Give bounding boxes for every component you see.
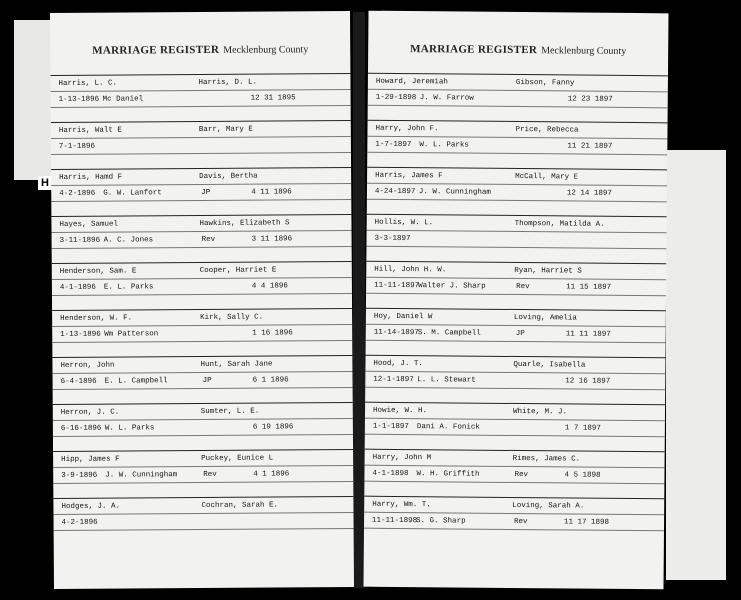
groom-name: Harris, Hamd F	[59, 173, 123, 182]
groom-name: Harris, L. C.	[58, 79, 118, 88]
register-entry	[52, 308, 352, 357]
entry-rule	[365, 387, 665, 391]
minister-title: Rev	[514, 517, 528, 527]
register-entry	[52, 261, 352, 310]
license-date: 4-1-1896	[59, 283, 96, 292]
scan-edge-right	[666, 150, 726, 580]
entry-rule	[365, 418, 665, 422]
left-page	[50, 11, 354, 589]
entry-rule	[52, 277, 352, 280]
groom-name: Harry, John F.	[375, 124, 439, 134]
license-date: 3-9-1896	[61, 471, 98, 480]
groom-name: Harris, Walt E	[58, 126, 122, 135]
wedding-date: 12 14 1897	[566, 189, 612, 198]
left-entries	[50, 73, 353, 545]
entry-rule	[52, 293, 352, 296]
bride-name: Barr, Mary E	[198, 125, 253, 135]
license-date: 1-7-1897	[375, 140, 412, 150]
wedding-date: 12 31 1895	[250, 94, 296, 103]
entry-rule	[52, 246, 352, 249]
entry-rule	[53, 418, 353, 421]
bride-name: Ryan, Harriet S	[514, 266, 582, 276]
wedding-date: 3 11 1896	[251, 235, 293, 244]
register-entry	[368, 73, 668, 123]
wedding-date: 11 11 1897	[565, 330, 611, 339]
entry-rule	[367, 199, 667, 203]
register-entry	[51, 120, 351, 169]
bride-name: Loving, Amelia	[513, 313, 577, 323]
county-name: Mecklenburg County	[541, 45, 627, 57]
license-date: 4-2-1896	[59, 189, 96, 198]
entry-rule	[53, 371, 353, 374]
right-entries	[364, 73, 668, 546]
bride-name: Kirk, Sally C.	[200, 313, 264, 323]
wedding-date: 6 1 1896	[252, 376, 289, 385]
minister-name: E. L. Campbell	[104, 377, 168, 386]
groom-name: Howard, Jeremiah	[375, 77, 448, 87]
entry-rule	[51, 89, 351, 92]
groom-name: Hodges, J. A.	[61, 502, 120, 511]
license-date: 12-1-1897	[373, 375, 414, 385]
wedding-date: 4 5 1898	[564, 471, 601, 480]
groom-name: Harry, Wm. T.	[372, 500, 431, 510]
minister-name: W. L. Parks	[419, 141, 469, 150]
entry-rule	[52, 340, 352, 343]
bride-name: Sumter, L. E.	[200, 407, 260, 417]
minister-title: Rev	[514, 470, 529, 480]
bride-name: White, M. J.	[512, 407, 568, 417]
license-date: 6-16-1896	[60, 424, 102, 433]
entry-rule	[51, 152, 351, 155]
entry-rule	[51, 183, 351, 186]
entry-rule	[366, 340, 666, 344]
register-entry	[53, 449, 353, 498]
groom-name: Herron, John	[60, 361, 115, 370]
minister-name: Walter J. Sharp	[418, 282, 486, 291]
register-entry	[51, 167, 351, 216]
bride-name: McCall, Mary E	[515, 172, 579, 182]
groom-name: Howie, W. H.	[372, 406, 428, 416]
register-entry	[366, 214, 666, 264]
groom-name: Henderson, W. F.	[60, 314, 133, 323]
entry-rule	[53, 434, 353, 437]
minister-name: A. C. Jones	[103, 236, 154, 245]
minister-name: J. W. Cunningham	[105, 471, 178, 480]
license-date: 4-24-1897	[374, 187, 416, 197]
minister-title: Rev	[516, 283, 530, 292]
register-title: MARRIAGE REGISTER	[92, 43, 220, 57]
minister-name: S. G. Sharp	[416, 517, 466, 526]
entry-rule	[51, 105, 351, 108]
groom-name: Hipp, James F	[61, 455, 120, 464]
minister-name: W. H. Griffith	[416, 470, 480, 479]
groom-name: Hollis, W. L.	[374, 218, 434, 228]
minister-title: Rev	[203, 470, 217, 479]
groom-name: Harris, James F	[375, 171, 443, 181]
bride-name: Harris, D. L.	[198, 78, 258, 88]
minister-title: JP	[201, 188, 211, 198]
register-entry	[367, 167, 667, 217]
register-entry	[366, 261, 666, 311]
entry-rule	[367, 183, 667, 187]
entry-rule	[54, 528, 354, 531]
entry-rule	[364, 481, 664, 485]
register-entry	[50, 73, 350, 122]
minister-name: E. L. Parks	[103, 283, 154, 292]
entry-rule	[366, 324, 666, 328]
entry-rule	[364, 512, 664, 516]
entry-rule	[367, 230, 667, 234]
bride-name: Rimes, James C.	[512, 454, 581, 464]
register-entry	[53, 402, 353, 451]
minister-title: Rev	[201, 235, 216, 245]
bride-name: Thompson, Matilda A.	[514, 219, 605, 229]
entry-rule	[51, 199, 351, 202]
bride-name: Cooper, Harriet E	[199, 266, 277, 276]
wedding-date: 1 16 1896	[252, 329, 293, 338]
wedding-date: 11 21 1897	[567, 142, 613, 151]
license-date: 7-1-1896	[58, 142, 95, 151]
wedding-date: 1 7 1897	[564, 424, 601, 433]
register-title: MARRIAGE REGISTER	[410, 43, 538, 57]
entry-rule	[365, 465, 665, 469]
wedding-date: 11 17 1898	[564, 518, 610, 527]
entry-rule	[52, 324, 352, 327]
license-date: 3-11-1896	[59, 236, 101, 245]
license-date: 6-4-1896	[60, 377, 97, 386]
entry-rule	[365, 371, 665, 375]
bride-name: Loving, Sarah A.	[512, 501, 585, 511]
register-entry	[365, 355, 665, 405]
license-date: 11-14-1897	[373, 328, 419, 338]
minister-name: S. M. Campbell	[417, 329, 481, 338]
wedding-date: 6 19 1896	[252, 423, 294, 432]
minister-name: G. W. Lanfort	[103, 189, 162, 198]
groom-name: Henderson, Sam. E	[59, 267, 137, 276]
entry-rule	[364, 528, 664, 532]
groom-name: Hoy, Daniel W	[373, 312, 433, 322]
entry-rule	[366, 293, 666, 297]
license-date: 4-1-1898	[372, 469, 409, 479]
minister-name: Dani A. Fonick	[416, 423, 480, 432]
entry-rule	[366, 246, 666, 250]
license-date: 1-13-1896	[58, 95, 100, 104]
minister-title: JP	[515, 329, 525, 339]
license-date: 3-3-1897	[374, 234, 411, 244]
license-date: 4-2-1896	[61, 518, 98, 527]
register-entry	[366, 308, 666, 358]
bride-name: Gibson, Fanny	[515, 78, 575, 88]
license-date: 1-1-1897	[372, 422, 409, 432]
entry-rule	[53, 465, 353, 468]
entry-rule	[53, 387, 353, 390]
book-gutter	[353, 12, 365, 588]
register-entry	[52, 355, 352, 404]
bride-name: Cochran, Sarah E.	[201, 501, 278, 511]
county-name: Mecklenburg County	[223, 44, 309, 56]
entry-rule	[365, 434, 665, 438]
entry-rule	[52, 230, 352, 233]
register-entry	[51, 214, 351, 263]
minister-name: J. W. Cunningham	[418, 188, 491, 197]
entry-rule	[368, 89, 668, 93]
entry-rule	[53, 481, 353, 484]
index-tab: H	[38, 176, 52, 190]
bride-name: Hawkins, Elizabeth S	[199, 219, 290, 229]
minister-name: J. W. Farrow	[419, 94, 474, 103]
register-entry	[367, 120, 667, 170]
bride-name: Puckey, Eunice L	[201, 454, 274, 464]
wedding-date: 12 23 1897	[567, 95, 613, 104]
entry-rule	[367, 136, 667, 140]
minister-title: JP	[202, 376, 212, 385]
wedding-date: 12 16 1897	[565, 377, 611, 386]
register-entry	[365, 402, 665, 452]
minister-name: Mc Daniel	[102, 95, 144, 104]
bride-name: Hunt, Sarah Jane	[200, 360, 273, 370]
bride-name: Davis, Bertha	[199, 172, 258, 182]
minister-name: L. L. Stewart	[417, 376, 476, 385]
left-page-header	[50, 11, 350, 75]
entry-rule	[53, 512, 353, 515]
wedding-date: 4 1 1896	[253, 470, 290, 479]
groom-name: Hill, John H. W.	[374, 265, 447, 275]
groom-name: Hood, J. T.	[373, 359, 423, 369]
entry-rule	[51, 136, 351, 139]
register-entry	[53, 496, 353, 545]
groom-name: Herron, J. C.	[60, 408, 120, 417]
groom-name: Hayes, Samuel	[59, 220, 119, 229]
license-date: 1-13-1896	[60, 330, 101, 339]
right-page-header	[368, 11, 669, 76]
right-page	[363, 11, 668, 590]
wedding-date: 11 15 1897	[566, 283, 612, 292]
minister-name: Wm Patterson	[104, 330, 159, 339]
wedding-date: 4 4 1896	[251, 282, 288, 291]
entry-rule	[366, 277, 666, 281]
bride-name: Quarle, Isabella	[513, 360, 586, 370]
wedding-date: 4 11 1896	[251, 188, 292, 197]
license-date: 11-11-1897	[374, 281, 420, 291]
license-date: 11-11-1898	[372, 516, 418, 526]
entry-rule	[367, 152, 667, 156]
scan-edge-left	[14, 20, 54, 180]
license-date: 1-29-1898	[375, 93, 417, 103]
groom-name: Harry, John M	[372, 453, 432, 463]
register-entry	[364, 496, 664, 546]
entry-rule	[368, 105, 668, 109]
bride-name: Price, Rebecca	[515, 125, 579, 135]
register-entry	[364, 449, 664, 499]
minister-name: W. L. Parks	[104, 424, 155, 433]
